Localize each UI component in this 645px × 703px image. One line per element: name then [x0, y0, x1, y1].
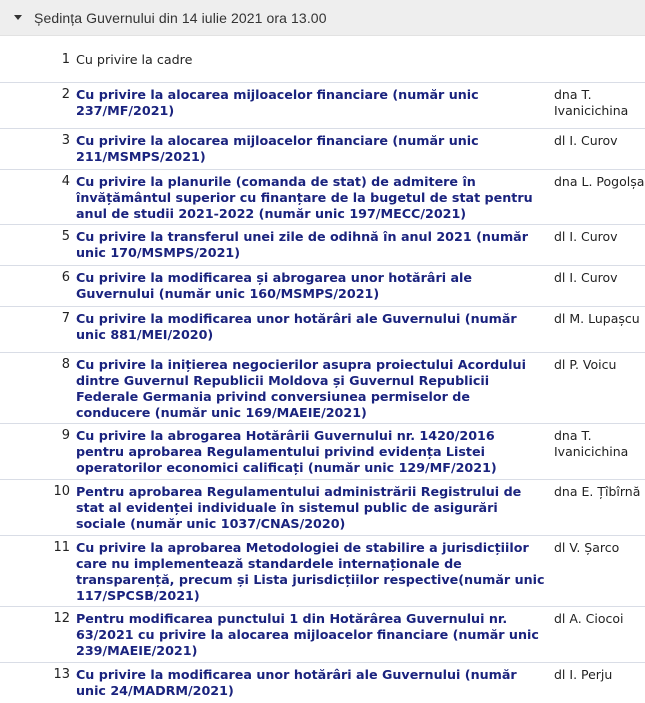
- agenda-number: 1: [61, 52, 70, 67]
- agenda-responsible: dl P. Voicu: [554, 357, 617, 372]
- agenda-title-link[interactable]: Cu privire la modificarea unor hotărâri ale Guvernului (număr unic 881/MEI/2020): [76, 311, 517, 342]
- agenda-responsible: dl I. Curov: [554, 229, 618, 244]
- agenda-number: 10: [53, 484, 70, 499]
- agenda-row: [0, 170, 645, 225]
- agenda-number: 3: [61, 133, 70, 148]
- agenda-number: 4: [61, 174, 70, 189]
- agenda-title: Cu privire la cadre: [76, 52, 193, 67]
- agenda-title-link[interactable]: Cu privire la alocarea mijloacelor financiare (număr unic 211/MSMPS/2021): [76, 133, 479, 164]
- agenda-responsible: dl A. Ciocoi: [554, 611, 624, 626]
- agenda-title-link[interactable]: Pentru aprobarea Regulamentului administrării Registrului de stat al evidenței individuale în sistemul public de asigurări sociale (număr unic 1037/CNAS/2020): [76, 484, 522, 531]
- agenda-title-link[interactable]: Cu privire la abrogarea Hotărârii Guvernului nr. 1420/2016 pentru aprobarea Regulamentului privind evidența Listei operatorilor economici calificați (număr unic 129/MF/2021): [76, 428, 497, 475]
- agenda-row: [0, 663, 645, 703]
- agenda-row: [0, 536, 645, 607]
- agenda-responsible: dna T. Ivanicichina: [554, 87, 629, 118]
- session-header[interactable]: [0, 0, 645, 36]
- agenda-row: [0, 307, 645, 353]
- agenda-number: 12: [53, 611, 70, 626]
- agenda-title-link[interactable]: Pentru modificarea punctului 1 din Hotărârea Guvernului nr. 63/2021 cu privire la alocarea mijloacelor financiare (număr unic 239/MAEIE/2021): [76, 611, 539, 658]
- agenda-number: 7: [61, 311, 70, 326]
- agenda-number: 8: [61, 357, 70, 372]
- agenda-title-link[interactable]: Cu privire la aprobarea Metodologiei de stabilire a jurisdicțiilor care nu implementează standardele internaționale de transparență, precum și Lista jurisdicțiilor respective(număr unic 117/SPCSB/2021): [76, 540, 545, 603]
- agenda-title-link[interactable]: Cu privire la modificarea și abrogarea unor hotărâri ale Guvernului (număr unic 160/MSMPS/2021): [76, 270, 472, 301]
- agenda-number: 9: [61, 428, 70, 443]
- agenda-title-link[interactable]: Cu privire la planurile (comanda de stat) de admitere în învățământul superior cu finanțare de la bugetul de stat pentru anul de studii 2021-2022 (număr unic 197/MECC/2021): [76, 174, 533, 221]
- agenda-row: [0, 266, 645, 307]
- agenda-row: [0, 607, 645, 663]
- agenda-responsible: [554, 52, 645, 82]
- agenda-number: 5: [61, 229, 70, 244]
- agenda-title-link[interactable]: Cu privire la alocarea mijloacelor financiare (număr unic 237/MF/2021): [76, 87, 479, 118]
- agenda-responsible: dna E. Țîbîrnă: [554, 484, 641, 499]
- agenda-title-link[interactable]: Cu privire la inițierea negocierilor asupra proiectului Acordului dintre Guvernul Republicii Moldova și Guvernul Republicii Federale Germania privind conversiunea permiselor de conducere (număr unic 169/MAEIE/2021): [76, 357, 526, 420]
- caret-down-icon[interactable]: [14, 15, 22, 20]
- agenda-title-link[interactable]: Cu privire la transferul unei zile de odihnă în anul 2021 (număr unic 170/MSMPS/2021): [76, 229, 528, 260]
- agenda-row: [0, 52, 645, 83]
- agenda-row: [0, 225, 645, 266]
- agenda-responsible: dl M. Lupașcu: [554, 311, 640, 326]
- agenda-row: [0, 129, 645, 170]
- agenda-list: [0, 36, 645, 703]
- agenda-number: 13: [53, 667, 70, 682]
- agenda-row: [0, 424, 645, 480]
- agenda-number: 6: [61, 270, 70, 285]
- agenda-responsible: dna L. Pogolșa: [554, 174, 645, 189]
- agenda-row: [0, 480, 645, 536]
- agenda-number: 2: [61, 87, 70, 102]
- agenda-responsible: dl I. Perju: [554, 667, 613, 682]
- agenda-number: 11: [53, 540, 70, 555]
- session-title: Ședința Guvernului din 14 iulie 2021 ora 13.00: [34, 9, 327, 26]
- agenda-title-link[interactable]: Cu privire la modificarea unor hotărâri ale Guvernului (număr unic 24/MADRM/2021): [76, 667, 517, 698]
- agenda-responsible: dl I. Curov: [554, 133, 618, 148]
- agenda-responsible: dl V. Șarco: [554, 540, 620, 555]
- agenda-responsible: dna T. Ivanicichina: [554, 428, 629, 459]
- agenda-responsible: dl I. Curov: [554, 270, 618, 285]
- agenda-row: [0, 353, 645, 424]
- agenda-row: [0, 83, 645, 129]
